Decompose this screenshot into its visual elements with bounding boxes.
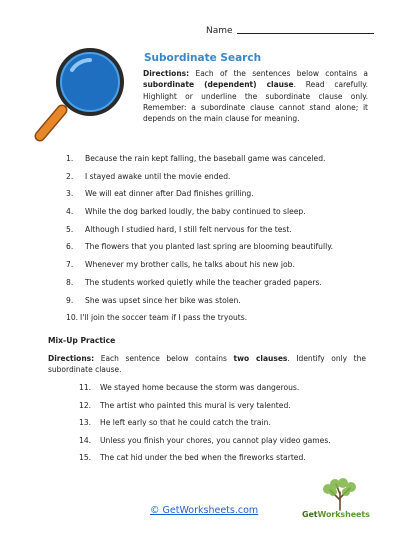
list-item: 5. Although I studied hard, I still felt nervous for the test. (66, 224, 292, 234)
list-item: 13. He left early so that he could catch the train. (79, 418, 271, 428)
name-label: Name (206, 26, 233, 36)
directions-paragraph: Directions: Each of the sentences below contains a subordinate (dependent) clause. Read carefully. Highlight or underline the subordinate clause only. Remember: a subordinate clause cannot stand alone; it depends on the main clause for meaning. (143, 69, 368, 124)
list-item: 2. I stayed awake until the movie ended. (66, 171, 231, 181)
list-item: 1. Because the rain kept falling, the baseball game was canceled. (66, 154, 326, 163)
list-item: 11. We stayed home because the storm was dangerous. (79, 383, 300, 392)
getworksheets-logo-text: GetWorksheets (302, 510, 370, 519)
mixup-section-title: Mix-Up Practice (48, 336, 116, 345)
list-item: 3. We will eat dinner after Dad finishes grilling. (66, 189, 254, 199)
getworksheets-link[interactable]: © GetWorksheets.com (150, 505, 259, 516)
directions-bold-term: subordinate (dependent) clause (143, 80, 294, 90)
list-item: 10. I'll join the soccer team if I pass the tryouts. (66, 313, 248, 323)
list-item: 15. The cat hid under the bed when the fireworks started. (79, 453, 306, 463)
list-item: 12. The artist who painted this mural is very talented. (79, 400, 291, 410)
sentence-list (66, 150, 333, 327)
worksheet-title: Subordinate Search (144, 52, 262, 64)
list-item: 6. The flowers that you planted last spring are blooming beautifully. (66, 242, 334, 252)
list-item: 8. The students worked quietly while the teacher graded papers. (66, 277, 322, 287)
list-item: 4. While the dog barked loudly, the baby continued to sleep. (66, 207, 306, 217)
list-item: 9. She was upset since her bike was stolen. (66, 295, 241, 305)
magnifying-glass-icon (34, 44, 144, 144)
name-field-row (206, 26, 374, 36)
mixup-sentence-list (79, 379, 331, 467)
mixup-directions-paragraph: Directions: Each sentence below contains two clauses. Identify only the subordinate clause. (48, 354, 366, 375)
directions-label: Directions: (143, 69, 190, 78)
list-item: 7. Whenever my brother calls, he talks about his new job. (66, 260, 295, 270)
name-blank-line[interactable] (237, 32, 374, 34)
list-item: 14. Unless you finish your chores, you cannot play video games. (79, 435, 331, 445)
